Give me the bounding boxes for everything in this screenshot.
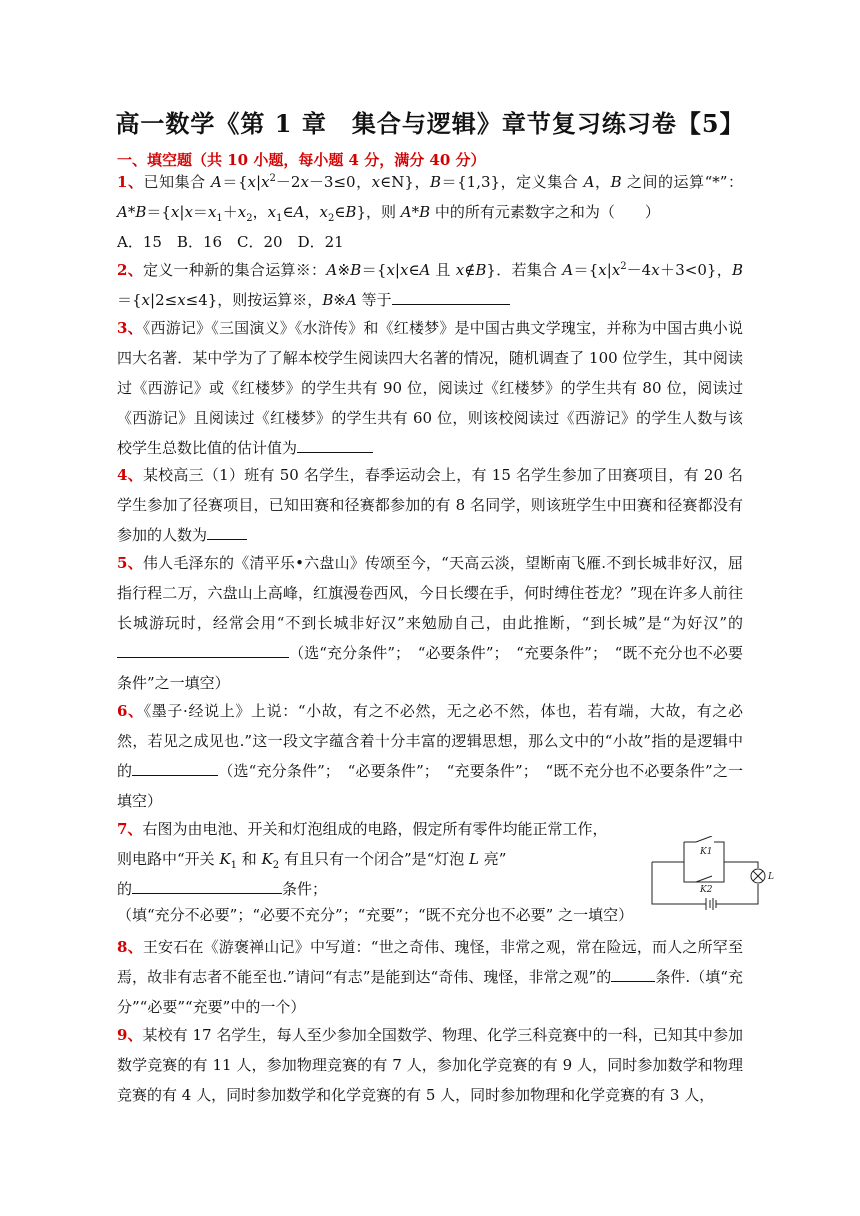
question-number: 1、 — [117, 173, 144, 191]
options-line: A．15 B．16 C．20 D．21 — [117, 233, 344, 251]
question-number: 3、 — [117, 319, 143, 337]
answer-blank — [117, 639, 289, 658]
answer-blank — [207, 521, 247, 540]
question-6: 6、《墨子·经说上》上说：“小故，有之不必然，无之必不然，体也，若有端，大故，有之必然，若见之成见也.”这一段文字蕴含着十分丰富的逻辑思想，那么文中的“小故”指的是逻辑中的 （选“充分条件”； “必要条件”； “充要条件”； “既不充分也不必要条件”之一填空） — [117, 702, 743, 810]
question-number: 9、 — [117, 1026, 143, 1044]
question-7-hint: （填“充分不必要”；“必要不充分”；“充要”；“既不充分也不必要” 之一填空） — [117, 906, 634, 924]
question-8: 8、王安石在《游褒禅山记》中写道：“世之奇伟、瑰怪，非常之观，常在险远，而人之所罕至焉，故非有志者不能至也.”请问“有志”是能到达“奇伟、瑰怪，非常之观”的 条件.（填“充分”“必要”“充要”中的一个） — [117, 938, 743, 1016]
section-heading: 一、填空题（共 10 小题，每小题 4 分，满分 40 分） — [117, 151, 486, 169]
question-number: 2、 — [117, 261, 143, 279]
question-3: 3、《西游记》《三国演义》《水浒传》和《红楼梦》是中国古典文学瑰宝，并称为中国古典小说四大名著．某中学为了了解本校学生阅读四大名著的情况，随机调查了 100 位学生，其中阅读过《西游记》或《红楼梦》的学生共有 90 位，阅读过《红楼梦》的学生共有 80 位，阅读过《西游记》且阅读过《红楼梦》的学生共有 60 位，则该校阅读过《西游记》的学生人数与该校学生总数比值的估计值为 — [117, 319, 743, 457]
answer-blank — [611, 963, 655, 982]
question-2: 2、定义一种新的集合运算※：A※B＝{x|x∈A 且 x∉B}．若集合 $A=\{x|x^2-4x+3<0\}$，B＝{x|2≤x≤4}，则按运算※，B※A 等于 — [117, 261, 744, 309]
question-number: 4、 — [117, 466, 143, 484]
circuit-diagram — [650, 836, 778, 912]
lamp-label: L — [768, 872, 774, 882]
question-number: 5、 — [117, 554, 143, 572]
switch-k1-label: K1 — [700, 847, 713, 857]
answer-blank — [132, 757, 218, 776]
question-7: 7、右图为由电池、开关和灯泡组成的电路，假定所有零件均能正常工作， 则电路中“开关 $K_1$ 和 $K_2$ 有且只有一个闭合”是“灯泡 L 亮” 的 条件； — [117, 820, 608, 898]
question-number: 8、 — [117, 938, 143, 956]
question-1: 1、已知集合 $A=\{x|x^2-2x-3\le 0$，x∈N}，B＝{1,3}，定义集合 A，B 之间的运算“*”：$A*B=\{x|x=x_1+x_2$，$x_1\in A$，$x_2\in B$}，则 A*B 中的所有元素数字之和为（ ） A．15 B．16 C．20 D．21 — [117, 173, 744, 251]
switch-k2-label: K2 — [700, 885, 713, 895]
question-4: 4、某校高三（1）班有 50 名学生，春季运动会上，有 15 名学生参加了田赛项目，有 20 名学生参加了径赛项目，已知田赛和径赛都参加的有 8 名同学，则该班学生中田赛和径赛都没有参加的人数为 — [117, 466, 743, 544]
question-number: 6、 — [117, 702, 144, 720]
answer-blank — [132, 875, 282, 894]
answer-blank — [297, 434, 373, 453]
page-title: 高一数学《第 1 章 集合与逻辑》章节复习练习卷【5】 — [115, 109, 745, 138]
question-9: 9、某校有 17 名学生，每人至少参加全国数学、物理、化学三科竞赛中的一科，已知其中参加数学竞赛的有 11 人，参加物理竞赛的有 7 人，参加化学竞赛的有 9 人，同时参加数学和物理竞赛的有 4 人，同时参加数学和化学竞赛的有 5 人，同时参加物理和化学竞赛的有 3 人， — [117, 1026, 743, 1104]
question-number: 7、 — [117, 820, 143, 838]
question-5: 5、伟人毛泽东的《清平乐•六盘山》传颂至今，“天高云淡，望断南飞雁.不到长城非好汉，屈指行程二万，六盘山上高峰，红旗漫卷西风，今日长缨在手，何时缚住苍龙？”现在许多人前往长城游玩时，经常会用“不到长城非好汉”来勉励自己，由此推断，“到长城”是“为好汉”的（选“充分条件”； “必要条件”； “充要条件”； “既不充分也不必要条件”之一填空） — [117, 554, 744, 692]
answer-blank — [392, 286, 510, 305]
